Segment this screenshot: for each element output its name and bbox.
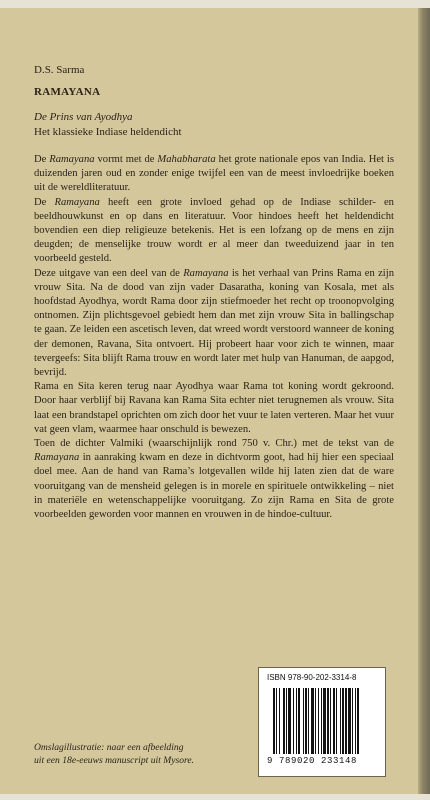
ean-number: 9 789020 233148 [267,756,358,766]
epic-title: Ramayana [183,267,229,279]
blurb-paragraph: Deze uitgave van een deel van de Ramayana is het verhaal van Prins Rama en zijn vrouw Sita. Na de dood van zijn vader Dasaratha, koning van Kosala, met als hoofdstad Ayodhya, wordt Rama door zijn stiefmoeder het recht op troonopvolging ontnomen. Zijn plichtsgevoel gebiedt hem dan met zijn vrouw Sita in ballingschap te gaan. Ze leiden een ascetisch leven, dat wreed wordt verstoord wanneer de koning der demonen, Ravana, Sita ontvoert. Hij probeert haar voor zich te winnen, maar tevergeefs: Sita blijft Rama trouw en wordt later met hulp van Hanuman, de aapgod, bevrijd. [34,267,394,379]
blurb-body [34,153,394,522]
barcode-bars [273,688,377,754]
epic-title: Ramayana [34,452,80,464]
credit-line: Omslagillustratie: naar een afbeelding [34,742,184,753]
epic-title: Ramayana [54,196,100,208]
book-subtitle: Het klassieke Indiase heldendicht [34,126,182,138]
cover-illustration-credit [34,741,194,767]
book-title: RAMAYANA [34,86,101,98]
blurb-paragraph: De Ramayana vormt met de Mahabharata het grote nationale epos van India. Het is duizenden jaren oud en zonder enige twijfel een van de meest invloedrijke boeken uit de wereldliteratuur. [34,154,394,194]
epic-title: Mahabharata [157,154,216,165]
book-subtitle-italic: De Prins van Ayodhya [34,111,133,123]
book-spine-edge [418,0,430,800]
isbn-number: ISBN 978-90-202-3314-8 [267,673,357,682]
credit-line: uit een 18e-eeuws manuscript uit Mysore. [34,755,195,766]
blurb-paragraph: Rama en Sita keren terug naar Ayodhya waar Rama tot koning wordt gekroond. Door haar verblijf bij Ravana kan Rama Sita echter niet terugnemen als vrouw. Sita laat een brandstapel oprichten om zich door het vuur te laten verteren. Maar het vuur vat geen vlam, waarmee haar onschuld is bewezen. [34,381,394,435]
page-edges-top [0,0,430,8]
author-name: D.S. Sarma [34,64,85,76]
page-edges-bottom [0,794,430,800]
blurb-paragraph: De Ramayana heeft een grote invloed gehad op de Indiase schilder- en beeldhouwkunst en op dans en literatuur. Voor hindoes heeft het heldendicht bovendien een diep religieuze betekenis. Het is een lofzang op de mens en zijn deugden; de menselijke trouw wordt er al meer dan tweeduizend jaar in ten voorbeeld gesteld. [34,196,394,265]
blurb-paragraph: Toen de dichter Valmiki (waarschijnlijk rond 750 v. Chr.) met de tekst van de Ramayana in aanraking kwam en deze in dichtvorm goot, had hij hier een speciaal doel mee. Aan de hand van Rama’s lotgevallen wilde hij laten zien dat de ware vooruitgang van de mensheid gelegen is in morele en spirituele ontwikkeling – niet in materiële en wetenschappelijke vooruitgang. Zo zijn Rama en Sita de grote voorbeelden geworden voor mannen en vrouwen in de hindoe-cultuur. [34,438,394,521]
epic-title: Ramayana [49,154,95,165]
barcode-label [258,667,386,777]
